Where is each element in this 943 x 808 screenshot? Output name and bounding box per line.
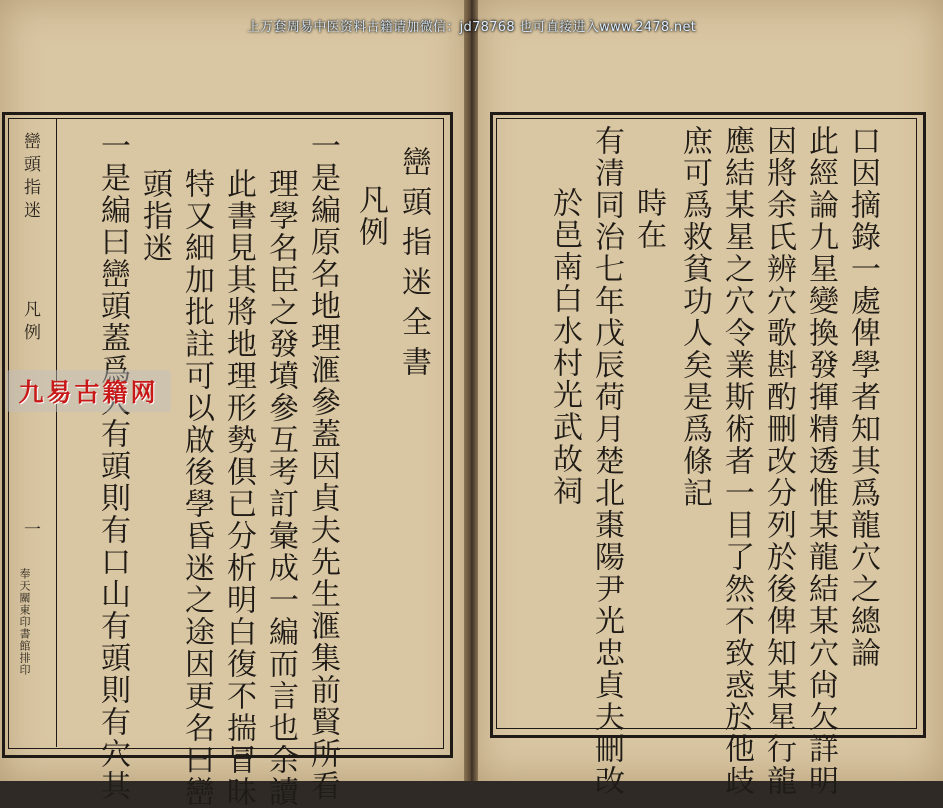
- text-column: 庶可爲救貧功人矣是爲條記: [677, 125, 712, 509]
- text-column: 一是編原名地理滙參蓋因貞夫先生滙集前賢所看: [305, 130, 340, 802]
- text-column: 特又細加批註可以啟後學昏迷之途因更名曰巒: [179, 168, 214, 808]
- text-column: 一是編曰巒頭蓋爲人有頭則有口山有頭則有穴其: [95, 130, 130, 802]
- book-title-column: 巒頭指迷全書: [396, 146, 431, 386]
- book-title-edge: 巒頭指迷: [20, 132, 40, 224]
- text-column: 理學名臣之發墳參互考訂彙成一編而言也余讀: [263, 168, 298, 808]
- right-text-block: [500, 125, 910, 797]
- printer-imprint: 奉天關東印書館排印: [18, 568, 31, 676]
- text-column: 於邑南白水村光武故祠: [547, 187, 582, 507]
- text-column: 此經論九星變換發揮精透惟某龍結某穴尙欠詳明: [803, 125, 838, 797]
- date-label-column: 時在: [631, 187, 666, 251]
- left-page-margin-rule: [56, 118, 57, 747]
- text-column: 口因摘錄一處俾學者知其爲龍穴之總論: [845, 125, 880, 669]
- text-column: 此書見其將地理形勢俱已分析明白復不揣冒昧: [221, 168, 256, 808]
- left-text-block: [60, 130, 440, 808]
- watermark-logo: 九易古籍网: [6, 370, 171, 412]
- section-heading-column: 凡例: [353, 184, 388, 248]
- watermark-banner: 上万套周易中医资料古籍请加微信：jd78768 也可直接进入www.2478.net: [246, 20, 697, 35]
- text-column: 頭指迷: [137, 168, 172, 264]
- text-column: 有清同治七年戊辰荷月楚北棗陽尹光忠貞夫刪改: [589, 125, 624, 797]
- page-number: 一: [20, 520, 40, 543]
- text-column: 因將余氏辨穴歌斟酌刪改分列於後俾知某星行龍: [761, 125, 796, 797]
- section-edge: 凡例: [20, 300, 40, 346]
- book-gutter: [464, 0, 478, 781]
- text-column: 應結某星之穴令業斯術者一目了然不致惑於他歧: [719, 125, 754, 797]
